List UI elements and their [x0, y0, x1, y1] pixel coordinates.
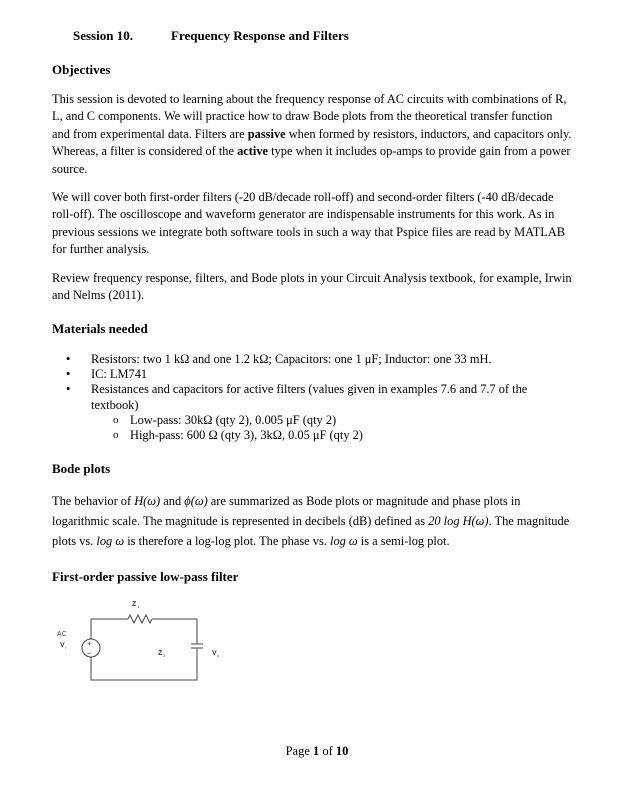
- lowpass-heading: First-order passive low-pass filter: [52, 569, 239, 584]
- z1-label: Z: [132, 601, 137, 608]
- z2-label: Z: [158, 650, 163, 657]
- top-wire-right: [152, 619, 197, 636]
- bottom-wire: [91, 656, 197, 680]
- vi-label: V: [60, 642, 65, 649]
- page-total: 10: [335, 744, 349, 758]
- vo-label: V: [212, 650, 217, 657]
- page-footer: Page 1 of 10: [285, 744, 349, 758]
- svg-text:1: 1: [137, 604, 140, 609]
- objectives-paragraph-1: This session is devoted to learning about the frequency response of AC circuits with combinations of R, L, and C components. We will practice how to draw Bode plots from the theoretical transfer function and from experimental data. Filters are passive when formed by resistors, inductors, and capacitors only. Whereas, a filter is considered of the active type when it includes op-amps to provide gain from a power source.: [52, 92, 572, 176]
- top-wire-left: [91, 619, 128, 639]
- bode-heading: Bode plots: [52, 461, 111, 476]
- lowpass-circuit-diagram: [52, 596, 252, 688]
- materials-heading: Materials needed: [52, 321, 148, 336]
- materials-list: [52, 352, 572, 443]
- ac-label: AC: [57, 631, 67, 638]
- objectives-paragraph-2: We will cover both first-order filters (-20 dB/decade roll-off) and second-order filters (-40 dB/decade roll-off). The oscilloscope and waveform generator are indispensable instruments for this work. As in previous sessions we integrate both software tools in such a way that Pspice files are read by MATLAB for further analysis.: [52, 190, 566, 257]
- sub-list-item: o High-pass: 600 Ω (qty 3), 3kΩ, 0.05 μF (qty 2): [113, 428, 363, 443]
- svg-text:2: 2: [163, 653, 166, 658]
- session-title: Frequency Response and Filters: [171, 28, 349, 43]
- session-number: Session 10.: [73, 28, 133, 43]
- bode-paragraph: The behavior of H(ω) and ϕ(ω) are summarized as Bode plots or magnitude and phase plots in logarithmic scale. The magnitude is represented in decibels (dB) defined as 20 log H(ω). The magnitude plots vs. log ω is therefore a log-log plot. The phase vs. log ω is a semi-log plot.: [52, 494, 570, 548]
- page-number: 1: [313, 744, 320, 758]
- svg-text:o: o: [217, 653, 220, 658]
- db-formula: 20 log H(ω): [428, 514, 489, 528]
- svg-text:i: i: [65, 645, 66, 650]
- list-item: • IC: LM741: [66, 367, 148, 382]
- objectives-heading: Objectives: [52, 62, 111, 77]
- list-item: • Resistances and capacitors for active filters (values given in examples 7.6 and 7.7 of the textbook) o Low-pass: 30kΩ (qty 2), 0.005 μF (qty 2) o High-pass: 600 Ω (qty 3), 3kΩ, 0.05 μF (qty 2): [52, 382, 572, 443]
- resistor-z1-icon: [128, 615, 152, 623]
- materials-sublist: [91, 413, 572, 443]
- plus-sign: +: [87, 639, 92, 648]
- active-term: active: [237, 144, 269, 159]
- transfer-function: H(ω): [134, 494, 161, 508]
- list-item: • Resistors: two 1 kΩ and one 1.2 kΩ; Capacitors: one 1 μF; Inductor: one 33 mH.: [66, 352, 492, 366]
- passive-term: passive: [247, 126, 286, 141]
- objectives-paragraph-3: Review frequency response, filters, and Bode plots in your Circuit Analysis textbook, for example, Irwin and Nelms (2011).: [52, 271, 572, 303]
- phase-function: ϕ(ω): [184, 494, 208, 508]
- sub-list-item: o Low-pass: 30kΩ (qty 2), 0.005 μF (qty 2): [113, 412, 337, 427]
- session-header: [73, 28, 349, 44]
- minus-sign: −: [87, 649, 92, 658]
